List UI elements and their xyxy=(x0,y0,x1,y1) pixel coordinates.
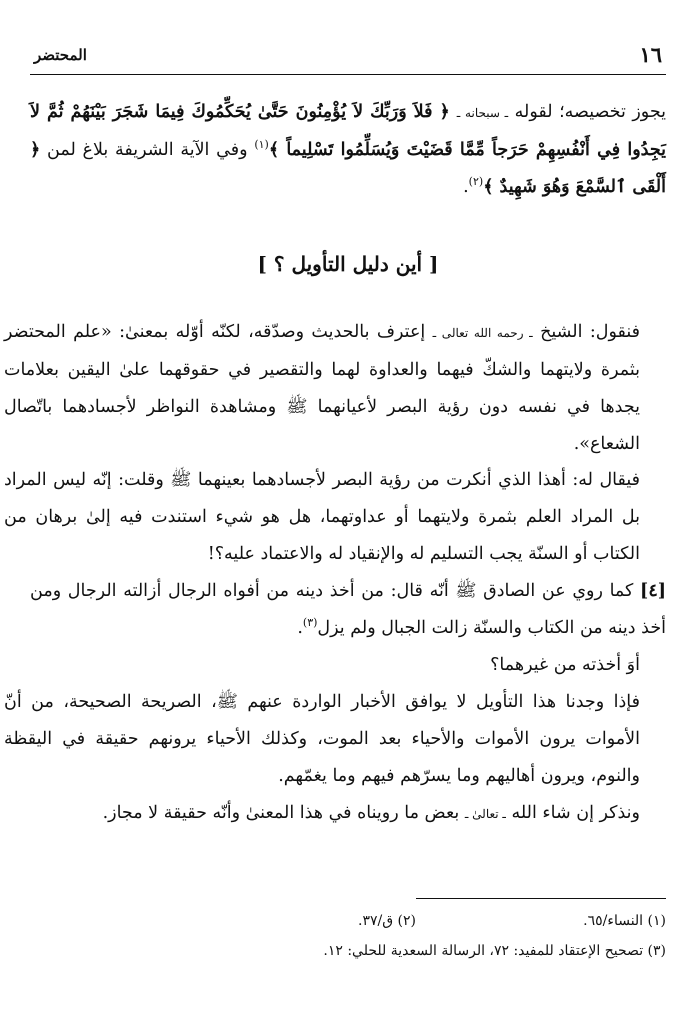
footnotes xyxy=(30,906,666,966)
book-page xyxy=(4,40,667,990)
paragraph-4: أوَ أخذته من غيرهما؟ xyxy=(490,655,640,675)
footnote-1: (١) النساء/٦٥. xyxy=(583,913,666,929)
paragraph-text: ونذكر إن شاء الله xyxy=(505,803,640,823)
paragraph-text: بعض ما رويناه في هذا المعنىٰ وأنّه حقيقة لا مجاز. xyxy=(102,803,465,823)
footnote-2: (٢) ق/٣٧. xyxy=(358,913,416,929)
intro-text: وفي الآية الشريفة بلاغ لمن xyxy=(40,140,255,160)
intro-text: يجوز تخصيصه؛ لقوله xyxy=(508,102,667,122)
section-heading: [ أين دليل التأويل ؟ ] xyxy=(257,252,439,276)
exaltation-note: ـ تعالىٰ ـ xyxy=(464,807,506,821)
paragraph-text: إعترف بالحديث وصدّقه، لكنّه أوّله بمعنىٰ: «علم المحتضر بثمرة ولايتهما والشكّ فيهما والعداوة لهما والتقصير في حقوقهما علىٰ اليقين بعلامات يجدها في نفسه دون رؤية البصر لأعيانهما ﷺ ومشاهدة النواظر لأجسادهما باتّصال الشعاع». xyxy=(4,322,640,454)
paragraph-1 xyxy=(4,314,666,463)
paragraph-text: . xyxy=(297,618,303,638)
running-title: المحتضر xyxy=(34,46,87,64)
footnote-ref[interactable]: (٣) xyxy=(302,616,318,630)
intro-paragraph xyxy=(30,94,666,206)
hadith-number: [٤] xyxy=(640,581,666,601)
paragraph-5: فإذا وجدنا هذا التأويل لا يوافق الأخبار الواردة عنهم ﷺ، الصريحة الصحيحة، من أنّ الأموات يرون الأموات والأحياء بعد الموت، وكذلك الأحياء يرونهم حقيقة في اليقظة والنوم، ويرون أهاليهم وما يسرّهم فيهم وما يغمّهم. xyxy=(4,692,640,786)
glorification-note: ـ سبحانه ـ xyxy=(456,106,509,120)
paragraph-text: فنقول: الشيخ xyxy=(532,322,640,342)
footnote-ref[interactable]: (٢) xyxy=(468,175,484,189)
footnote-3: (٣) تصحيح الإعتقاد للمفيد: ٧٢، الرسالة السعدية للحلي: ١٢. xyxy=(323,943,666,959)
paragraph-2: فيقال له: أهذا الذي أنكرت من رؤية البصر لأجسادهما بعينهما ﷺ وقلت: إنّه ليس المراد بل المراد العلم بثمرة ولايتهما أو عداوتهما، هل هو شيء استندت فيه إلىٰ برهان من الكتاب أو السنّة يجب التسليم له والإنقياد له والاعتماد عليه؟! xyxy=(4,470,640,564)
paragraph-6 xyxy=(4,795,666,833)
paragraph-3 xyxy=(30,573,666,647)
quran-verse: ﴿ أَلْقَى ٱلسَّمْعَ وَهُوَ شَهِيدٌ ﴾ xyxy=(30,140,666,197)
footnote-ref[interactable]: (١) xyxy=(254,138,269,152)
intro-text: . xyxy=(463,177,469,197)
page-number: ١٦ xyxy=(639,42,662,67)
footnote-row xyxy=(30,936,666,966)
quran-verse: ﴿ فَلاَ وَرَبِّكَ لاَ يُؤْمِنُونَ حَتَّىٰ يُحَكِّمُوكَ فِيمَا شَجَرَ بَيْنَهُمْ ثُمَّ لاَ يَجِدُوا فِي أَنْفُسِهِمْ حَرَجاً مِّمَّا قَضَيْتَ وَيُسَلِّمُوا تَسْلِيماً ﴾ xyxy=(30,102,666,160)
footnote-row xyxy=(30,906,666,936)
honorific-note: ـ رحمه الله تعالى ـ xyxy=(432,326,533,340)
page-header xyxy=(30,40,666,75)
footnote-separator xyxy=(416,898,666,899)
paragraph-text: كما روي عن الصادق ﷺ أنّه قال: من أخذ دينه من أفواه الرجال أزالته الرجال ومن أخذ دينه من الكتاب والسنّة زالت الجبال ولم يزل xyxy=(30,581,666,638)
